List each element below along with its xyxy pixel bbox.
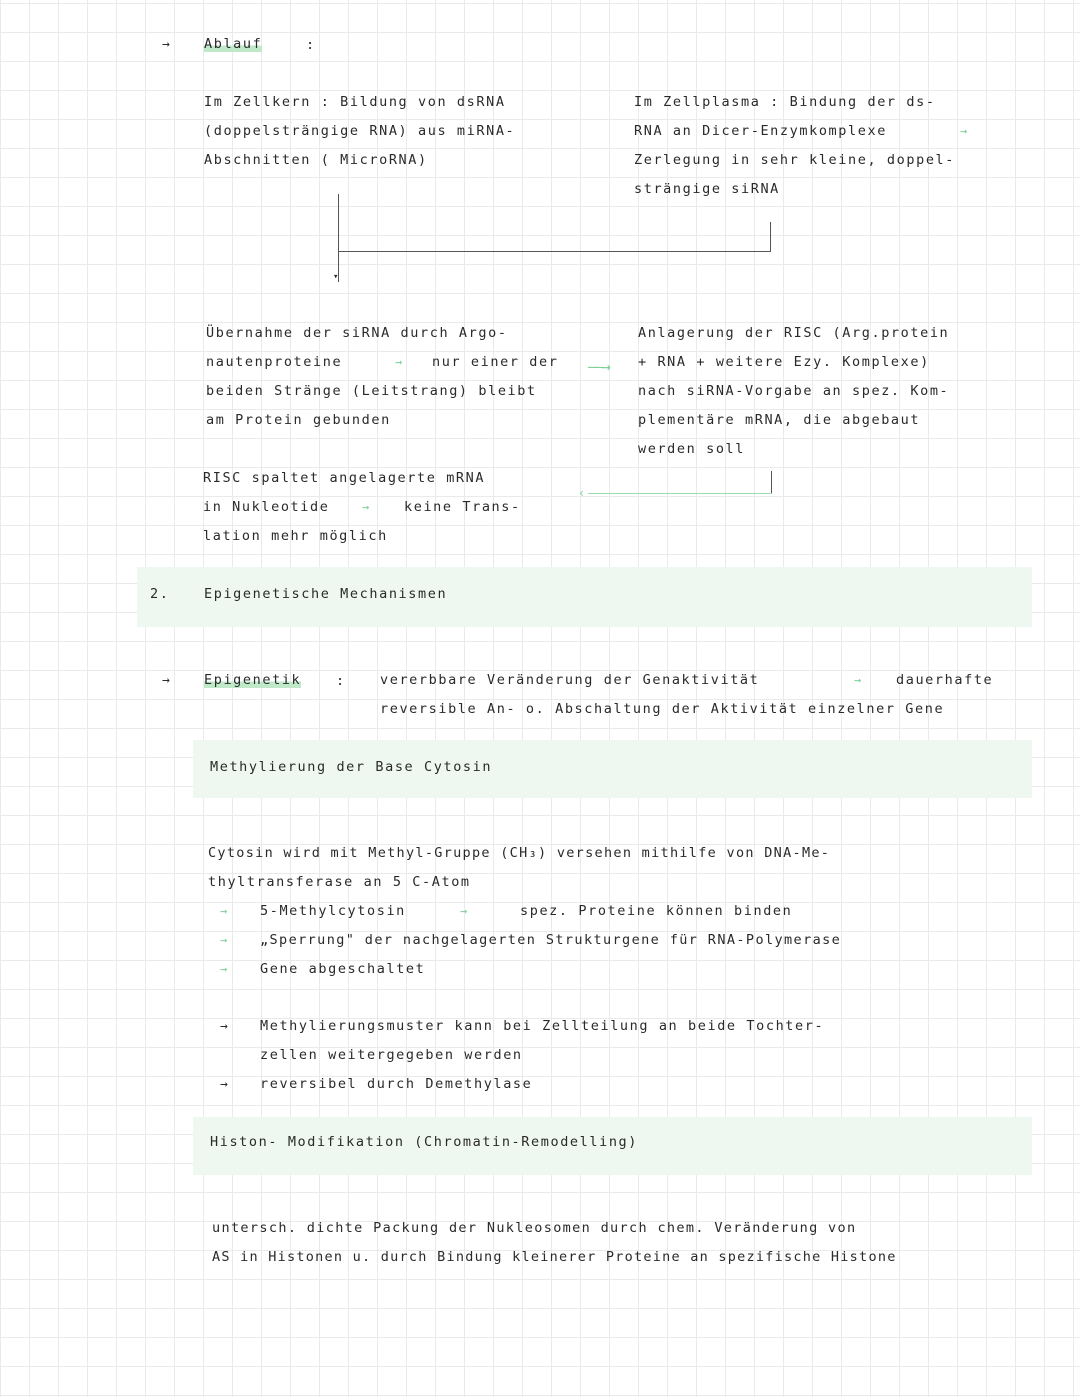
connector-right-vertical <box>770 222 771 252</box>
epigenetics-line-1b: dauerhafte <box>896 672 994 688</box>
argonaut-line-2a: nautenproteine <box>206 354 343 370</box>
connector-horizontal <box>338 251 771 252</box>
histone-line-1: untersch. dichte Packung der Nukleosomen durch chem. Veränderung von <box>212 1220 857 1236</box>
return-horizontal <box>588 493 772 494</box>
argonaut-line-4: am Protein gebunden <box>206 412 391 428</box>
return-arrowhead: ‹ <box>578 486 586 500</box>
risc-cut-line-2a: in Nukleotide <box>203 499 330 515</box>
nucleus-line-2: (doppelsträngige RNA) aus miRNA- <box>204 123 516 139</box>
methylation-bullet-1-inline-arrow: → <box>460 904 468 918</box>
methylation-bullet-5-arrow: → <box>220 1077 228 1092</box>
header-label: Ablauf <box>204 36 263 52</box>
methylation-bullet-1-arrow: → <box>220 904 228 918</box>
epigenetics-term: Epigenetik <box>204 672 302 688</box>
epigenetics-inline-arrow: → <box>854 673 862 687</box>
section2-number: 2. <box>150 586 170 602</box>
risc-bind-line-2: + RNA + weitere Ezy. Komplexe) <box>638 354 930 370</box>
argonaut-line-2b: nur einer der <box>432 354 559 370</box>
connector-down-arrowhead: ▾ <box>333 272 339 282</box>
epigenetics-arrow: → <box>162 673 170 688</box>
header-colon: : <box>306 37 316 53</box>
methylation-bullet-3-arrow: → <box>220 962 228 976</box>
cytoplasm-arrow: → <box>960 124 968 138</box>
histone-heading: Histon- Modifikation (Chromatin-Remodelling) <box>210 1134 639 1150</box>
return-vertical <box>771 471 772 493</box>
cytoplasm-line-1: Im Zellplasma : Bindung der ds- <box>634 94 936 110</box>
risc-cut-line-2b: keine Trans- <box>404 499 521 515</box>
histone-line-2: AS in Histonen u. durch Bindung kleinerer Proteine an spezifische Histone <box>212 1249 897 1265</box>
methylation-bullet-4b: zellen weitergegeben werden <box>260 1047 523 1063</box>
connector-left-vertical <box>338 194 339 282</box>
section2-title: Epigenetische Mechanismen <box>204 586 448 602</box>
argonaut-to-risc-arrow: ——→ <box>588 357 608 376</box>
cytoplasm-line-4: strängige siRNA <box>634 181 780 197</box>
risc-bind-line-5: werden soll <box>638 441 746 457</box>
epigenetics-line-2: reversible An- o. Abschaltung der Aktivität einzelner Gene <box>380 701 945 717</box>
argonaut-line-3: beiden Stränge (Leitstrang) bleibt <box>206 383 537 399</box>
risc-cut-arrow: → <box>362 500 370 514</box>
epigenetics-colon: : <box>336 673 346 689</box>
argonaut-arrow: → <box>395 355 403 369</box>
methylation-bullet-2-arrow: → <box>220 933 228 947</box>
risc-bind-line-1: Anlagerung der RISC (Arg.protein <box>638 325 950 341</box>
methylation-bullet-4-arrow: → <box>220 1019 228 1034</box>
methylation-line-1: Cytosin wird mit Methyl-Gruppe (CH₃) versehen mithilfe von DNA-Me- <box>208 845 831 861</box>
cytoplasm-line-3: Zerlegung in sehr kleine, doppel- <box>634 152 956 168</box>
header-arrow: → <box>162 37 170 52</box>
methylation-heading: Methylierung der Base Cytosin <box>210 759 493 775</box>
methylation-bullet-1b: spez. Proteine können binden <box>520 903 793 919</box>
nucleus-line-3: Abschnitten ( MicroRNA) <box>204 152 428 168</box>
epigenetics-line-1a: vererbbare Veränderung der Genaktivität <box>380 672 760 688</box>
nucleus-line-1: Im Zellkern : Bildung von dsRNA <box>204 94 506 110</box>
risc-bind-line-4: plementäre mRNA, die abgebaut <box>638 412 921 428</box>
argonaut-line-1: Übernahme der siRNA durch Argo- <box>206 325 508 341</box>
methylation-bullet-4: Methylierungsmuster kann bei Zellteilung an beide Tochter- <box>260 1018 825 1034</box>
cytoplasm-line-2: RNA an Dicer-Enzymkomplexe <box>634 123 887 139</box>
risc-bind-line-3: nach siRNA-Vorgabe an spez. Kom- <box>638 383 950 399</box>
methylation-bullet-1a: 5-Methylcytosin <box>260 903 406 919</box>
methylation-bullet-5: reversibel durch Demethylase <box>260 1076 533 1092</box>
methylation-line-2: thyltransferase an 5 C-Atom <box>208 874 471 890</box>
methylation-bullet-3: Gene abgeschaltet <box>260 961 426 977</box>
methylation-bullet-2: „Sperrung" der nachgelagerten Strukturgene für RNA-Polymerase <box>260 932 842 948</box>
risc-cut-line-1: RISC spaltet angelagerte mRNA <box>203 470 486 486</box>
risc-cut-line-3: lation mehr möglich <box>203 528 388 544</box>
